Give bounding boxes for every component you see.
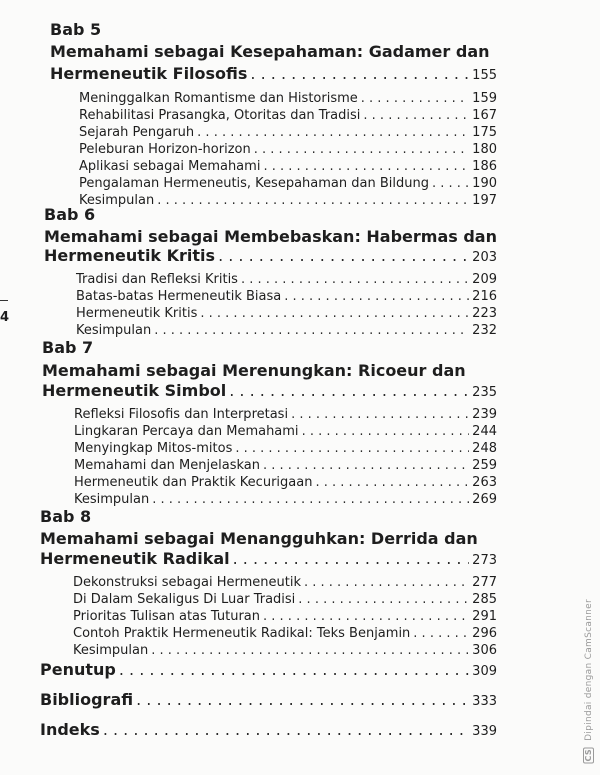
chapter-title: Memahami sebagai Merenungkan: Ricoeur dan	[42, 361, 466, 380]
toc-entry-chapter[interactable]	[50, 64, 497, 86]
leader-dots	[136, 690, 469, 710]
toc-entry-section[interactable]	[79, 107, 497, 124]
toc-entry-section[interactable]	[76, 288, 497, 305]
toc-entry-section[interactable]	[79, 192, 497, 209]
entry-page: 239	[472, 407, 497, 422]
toc-entry-chapter[interactable]	[42, 381, 497, 403]
toc-entry-section[interactable]	[79, 141, 497, 158]
entry-page: 277	[472, 575, 497, 590]
entry-label: Hermeneutik Kritis	[44, 246, 216, 265]
entry-page: 203	[472, 250, 497, 265]
entry-page: 244	[472, 424, 497, 439]
toc-entry-section[interactable]	[79, 175, 497, 192]
toc-entry-section[interactable]	[76, 271, 497, 288]
entry-label: Indeks	[40, 720, 100, 739]
leader-dots	[263, 608, 469, 625]
leader-dots	[291, 406, 469, 423]
entry-label: Kesimpulan	[73, 643, 149, 658]
toc-entry-section[interactable]	[73, 608, 497, 625]
entry-page: 306	[472, 643, 497, 658]
entry-label: Contoh Praktik Hermeneutik Radikal: Teks Benjamin	[73, 626, 411, 641]
entry-label: Batas-batas Hermeneutik Biasa	[76, 289, 282, 304]
entry-page: 155	[472, 68, 497, 83]
entry-page: 263	[472, 475, 497, 490]
leader-dots	[119, 660, 469, 680]
leader-dots	[315, 474, 469, 491]
entry-page: 333	[472, 694, 497, 709]
leader-dots	[361, 90, 469, 107]
entry-page: 269	[472, 492, 497, 507]
toc-entry-section[interactable]	[73, 642, 497, 659]
entry-page: 159	[472, 91, 497, 106]
leader-dots	[229, 381, 469, 401]
toc-entry-chapter[interactable]	[40, 549, 497, 571]
leader-dots	[250, 64, 469, 84]
toc-entry-section[interactable]	[79, 158, 497, 175]
toc-entry-section[interactable]	[73, 591, 497, 608]
entry-label: Bibliografi	[40, 690, 134, 709]
chapter-title: Memahami sebagai Membebaskan: Habermas dan	[44, 227, 497, 246]
toc-entry-penutup[interactable]	[40, 660, 497, 682]
leader-dots	[151, 642, 469, 659]
leader-dots	[103, 720, 469, 740]
toc-entry-section[interactable]	[73, 574, 497, 591]
entry-page: 190	[472, 176, 497, 191]
entry-page: 223	[472, 306, 497, 321]
entry-label: Aplikasi sebagai Memahami	[79, 159, 261, 174]
leader-dots	[157, 192, 469, 209]
entry-label: Penutup	[40, 660, 116, 679]
leader-dots	[363, 107, 469, 124]
leader-dots	[302, 423, 470, 440]
leader-dots	[432, 175, 469, 192]
entry-label: Tradisi dan Refleksi Kritis	[76, 272, 238, 287]
toc-entry-section[interactable]	[74, 423, 497, 440]
toc-entry-bibliografi[interactable]	[40, 690, 497, 712]
chapter-number: Bab 6	[44, 205, 96, 224]
leader-dots	[263, 158, 469, 175]
leader-dots	[263, 457, 469, 474]
entry-page: 339	[472, 724, 497, 739]
entry-page: 291	[472, 609, 497, 624]
entry-page: 273	[472, 553, 497, 568]
leader-dots	[154, 322, 469, 339]
toc-entry-section[interactable]	[73, 625, 497, 642]
margin-page-number: 4	[0, 310, 10, 325]
leader-dots	[304, 574, 469, 591]
toc-entry-section[interactable]	[79, 90, 497, 107]
entry-label: Sejarah Pengaruh	[79, 125, 195, 140]
leader-dots	[233, 549, 470, 569]
entry-page: 197	[472, 193, 497, 208]
leader-dots	[152, 491, 469, 508]
toc-entry-section[interactable]	[76, 322, 497, 339]
toc-entry-section[interactable]	[74, 440, 497, 457]
leader-dots	[218, 246, 469, 266]
leader-dots	[200, 305, 469, 322]
entry-page: 180	[472, 142, 497, 157]
entry-label: Kesimpulan	[79, 193, 155, 208]
entry-label: Refleksi Filosofis dan Interpretasi	[74, 407, 289, 422]
entry-label: Peleburan Horizon-horizon	[79, 142, 251, 157]
entry-page: 186	[472, 159, 497, 174]
entry-label: Di Dalam Sekaligus Di Luar Tradisi	[73, 592, 296, 607]
chapter-number: Bab 5	[50, 20, 102, 39]
entry-page: 209	[472, 272, 497, 287]
entry-page: 235	[472, 385, 497, 400]
leader-dots	[284, 288, 469, 305]
camscanner-logo-icon: CS	[584, 748, 593, 761]
entry-label: Memahami dan Menjelaskan	[74, 458, 260, 473]
entry-label: Menyingkap Mitos-mitos	[74, 441, 233, 456]
entry-label: Rehabilitasi Prasangka, Otoritas dan Tradisi	[79, 108, 361, 123]
entry-label: Kesimpulan	[76, 323, 152, 338]
entry-page: 296	[472, 626, 497, 641]
entry-page: 248	[472, 441, 497, 456]
scanner-watermark	[583, 599, 594, 763]
entry-label: Lingkaran Percaya dan Memahami	[74, 424, 299, 439]
toc-entry-section[interactable]	[79, 124, 497, 141]
toc-entry-section[interactable]	[74, 491, 497, 508]
toc-entry-indeks[interactable]	[40, 720, 497, 742]
watermark-text: Dipindai dengan CamScanner	[584, 598, 594, 741]
toc-entry-chapter[interactable]	[44, 246, 497, 268]
chapter-number: Bab 8	[40, 507, 92, 526]
entry-label: Hermeneutik Kritis	[76, 306, 198, 321]
chapter-number: Bab 7	[42, 338, 94, 357]
leader-dots	[235, 440, 469, 457]
toc-entry-section[interactable]	[74, 406, 497, 423]
entry-page: 259	[472, 458, 497, 473]
toc-entry-section[interactable]	[74, 457, 497, 474]
entry-label: Hermeneutik Filosofis	[50, 64, 248, 83]
entry-page: 285	[472, 592, 497, 607]
entry-page: 216	[472, 289, 497, 304]
leader-dots	[254, 141, 469, 158]
entry-label: Hermeneutik dan Praktik Kecurigaan	[74, 475, 313, 490]
chapter-title: Memahami sebagai Kesepahaman: Gadamer dan	[50, 42, 490, 61]
leader-dots	[413, 625, 469, 642]
leader-dots	[197, 124, 469, 141]
entry-page: 175	[472, 125, 497, 140]
entry-label: Prioritas Tulisan atas Tuturan	[73, 609, 261, 624]
entry-label: Pengalaman Hermeneutis, Kesepahaman dan Bildung	[79, 176, 429, 191]
margin-rule	[0, 300, 8, 301]
leader-dots	[241, 271, 469, 288]
entry-page: 167	[472, 108, 497, 123]
entry-label: Meninggalkan Romantisme dan Historisme	[79, 91, 358, 106]
entry-label: Kesimpulan	[74, 492, 150, 507]
entry-label: Hermeneutik Radikal	[40, 549, 230, 568]
chapter-title: Memahami sebagai Menangguhkan: Derrida dan	[40, 529, 478, 548]
toc-entry-section[interactable]	[74, 474, 497, 491]
entry-page: 232	[472, 323, 497, 338]
entry-page: 309	[472, 664, 497, 679]
leader-dots	[298, 591, 469, 608]
entry-label: Dekonstruksi sebagai Hermeneutik	[73, 575, 301, 590]
toc-entry-section[interactable]	[76, 305, 497, 322]
entry-label: Hermeneutik Simbol	[42, 381, 227, 400]
